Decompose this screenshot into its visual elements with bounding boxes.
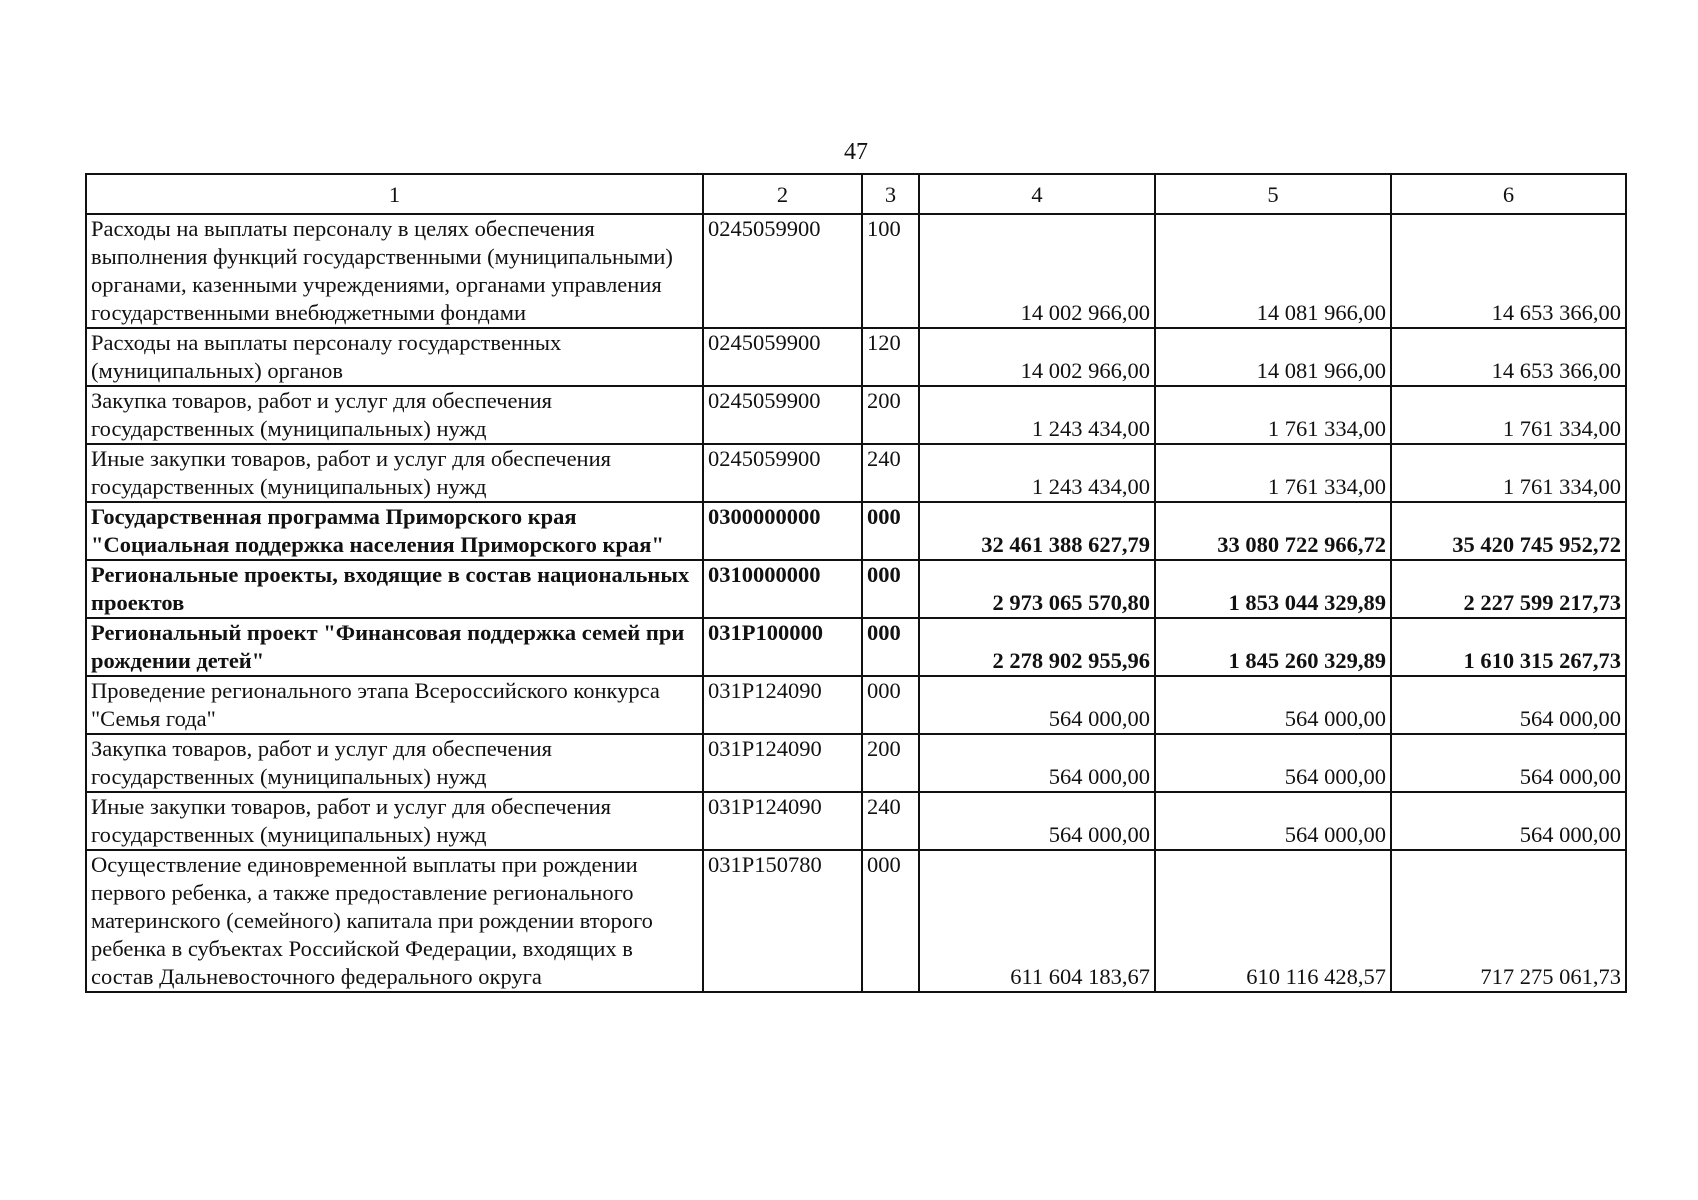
row-amount-col5-cell: 1 761 334,00 bbox=[1155, 444, 1391, 502]
row-amount-col5-cell: 14 081 966,00 bbox=[1155, 214, 1391, 328]
header-cell-3: 3 bbox=[862, 174, 919, 214]
row-code-cell: 0310000000 bbox=[703, 560, 862, 618]
row-amount-col5-cell: 564 000,00 bbox=[1155, 734, 1391, 792]
table-header-row bbox=[86, 174, 1626, 214]
row-amount-col5-cell: 14 081 966,00 bbox=[1155, 328, 1391, 386]
row-type-cell: 200 bbox=[862, 734, 919, 792]
row-name-cell: Расходы на выплаты персоналу государственных (муниципальных) органов bbox=[86, 328, 703, 386]
row-code-cell: 031P150780 bbox=[703, 850, 862, 992]
row-type-cell: 240 bbox=[862, 792, 919, 850]
row-amount-col5-cell: 1 853 044 329,89 bbox=[1155, 560, 1391, 618]
row-code-cell: 031P124090 bbox=[703, 734, 862, 792]
row-amount-col5-cell: 1 845 260 329,89 bbox=[1155, 618, 1391, 676]
row-name-cell: Государственная программа Приморского края "Социальная поддержка населения Приморского края" bbox=[86, 502, 703, 560]
row-name-cell: Закупка товаров, работ и услуг для обеспечения государственных (муниципальных) нужд bbox=[86, 386, 703, 444]
table-row bbox=[86, 214, 1626, 328]
table-row bbox=[86, 734, 1626, 792]
row-amount-col4-cell: 564 000,00 bbox=[919, 792, 1155, 850]
header-cell-1: 1 bbox=[86, 174, 703, 214]
row-code-cell: 031P124090 bbox=[703, 676, 862, 734]
row-type-cell: 000 bbox=[862, 850, 919, 992]
table-row bbox=[86, 444, 1626, 502]
budget-table bbox=[85, 173, 1627, 993]
row-type-cell: 000 bbox=[862, 676, 919, 734]
row-code-cell: 0300000000 bbox=[703, 502, 862, 560]
table-row bbox=[86, 676, 1626, 734]
row-type-cell: 000 bbox=[862, 560, 919, 618]
row-amount-col4-cell: 611 604 183,67 bbox=[919, 850, 1155, 992]
row-name-cell: Иные закупки товаров, работ и услуг для обеспечения государственных (муниципальных) нужд bbox=[86, 792, 703, 850]
row-amount-col6-cell: 564 000,00 bbox=[1391, 792, 1626, 850]
row-code-cell: 0245059900 bbox=[703, 214, 862, 328]
row-type-cell: 000 bbox=[862, 502, 919, 560]
row-code-cell: 0245059900 bbox=[703, 386, 862, 444]
row-amount-col4-cell: 2 278 902 955,96 bbox=[919, 618, 1155, 676]
row-amount-col5-cell: 564 000,00 bbox=[1155, 676, 1391, 734]
row-amount-col6-cell: 717 275 061,73 bbox=[1391, 850, 1626, 992]
row-amount-col5-cell: 1 761 334,00 bbox=[1155, 386, 1391, 444]
row-name-cell: Расходы на выплаты персоналу в целях обеспечения выполнения функций государственными (муниципальными) органами, казенными учреждениями, органами управления государственными внебюджетными фондами bbox=[86, 214, 703, 328]
row-amount-col5-cell: 610 116 428,57 bbox=[1155, 850, 1391, 992]
header-cell-4: 4 bbox=[919, 174, 1155, 214]
header-cell-5: 5 bbox=[1155, 174, 1391, 214]
row-amount-col6-cell: 564 000,00 bbox=[1391, 676, 1626, 734]
table-row bbox=[86, 328, 1626, 386]
table-row bbox=[86, 850, 1626, 992]
row-amount-col4-cell: 564 000,00 bbox=[919, 734, 1155, 792]
row-code-cell: 031P100000 bbox=[703, 618, 862, 676]
row-amount-col5-cell: 33 080 722 966,72 bbox=[1155, 502, 1391, 560]
row-amount-col6-cell: 1 761 334,00 bbox=[1391, 444, 1626, 502]
row-amount-col6-cell: 564 000,00 bbox=[1391, 734, 1626, 792]
row-amount-col6-cell: 1 761 334,00 bbox=[1391, 386, 1626, 444]
table-row bbox=[86, 618, 1626, 676]
row-amount-col4-cell: 2 973 065 570,80 bbox=[919, 560, 1155, 618]
row-name-cell: Региональный проект "Финансовая поддержка семей при рождении детей" bbox=[86, 618, 703, 676]
row-code-cell: 0245059900 bbox=[703, 328, 862, 386]
row-type-cell: 200 bbox=[862, 386, 919, 444]
row-name-cell: Проведение регионального этапа Всероссийского конкурса "Семья года" bbox=[86, 676, 703, 734]
header-cell-2: 2 bbox=[703, 174, 862, 214]
row-amount-col6-cell: 35 420 745 952,72 bbox=[1391, 502, 1626, 560]
row-amount-col6-cell: 14 653 366,00 bbox=[1391, 328, 1626, 386]
row-code-cell: 031P124090 bbox=[703, 792, 862, 850]
row-amount-col6-cell: 1 610 315 267,73 bbox=[1391, 618, 1626, 676]
row-name-cell: Региональные проекты, входящие в состав национальных проектов bbox=[86, 560, 703, 618]
table-row bbox=[86, 560, 1626, 618]
table-row bbox=[86, 502, 1626, 560]
row-amount-col4-cell: 14 002 966,00 bbox=[919, 214, 1155, 328]
row-name-cell: Осуществление единовременной выплаты при рождении первого ребенка, а также предоставление регионального материнского (семейного) капитала при рождении второго ребенка в субъектах Российской Федерации, входящих в состав Дальневосточного федерального округа bbox=[86, 850, 703, 992]
row-amount-col4-cell: 1 243 434,00 bbox=[919, 386, 1155, 444]
row-code-cell: 0245059900 bbox=[703, 444, 862, 502]
table-row bbox=[86, 386, 1626, 444]
row-amount-col6-cell: 14 653 366,00 bbox=[1391, 214, 1626, 328]
row-amount-col4-cell: 14 002 966,00 bbox=[919, 328, 1155, 386]
row-name-cell: Иные закупки товаров, работ и услуг для обеспечения государственных (муниципальных) нужд bbox=[86, 444, 703, 502]
table-row bbox=[86, 792, 1626, 850]
row-amount-col5-cell: 564 000,00 bbox=[1155, 792, 1391, 850]
row-amount-col6-cell: 2 227 599 217,73 bbox=[1391, 560, 1626, 618]
header-cell-6: 6 bbox=[1391, 174, 1626, 214]
row-type-cell: 100 bbox=[862, 214, 919, 328]
row-type-cell: 000 bbox=[862, 618, 919, 676]
row-type-cell: 120 bbox=[862, 328, 919, 386]
row-type-cell: 240 bbox=[862, 444, 919, 502]
row-amount-col4-cell: 564 000,00 bbox=[919, 676, 1155, 734]
page-number: 47 bbox=[844, 139, 868, 165]
row-name-cell: Закупка товаров, работ и услуг для обеспечения государственных (муниципальных) нужд bbox=[86, 734, 703, 792]
row-amount-col4-cell: 1 243 434,00 bbox=[919, 444, 1155, 502]
row-amount-col4-cell: 32 461 388 627,79 bbox=[919, 502, 1155, 560]
